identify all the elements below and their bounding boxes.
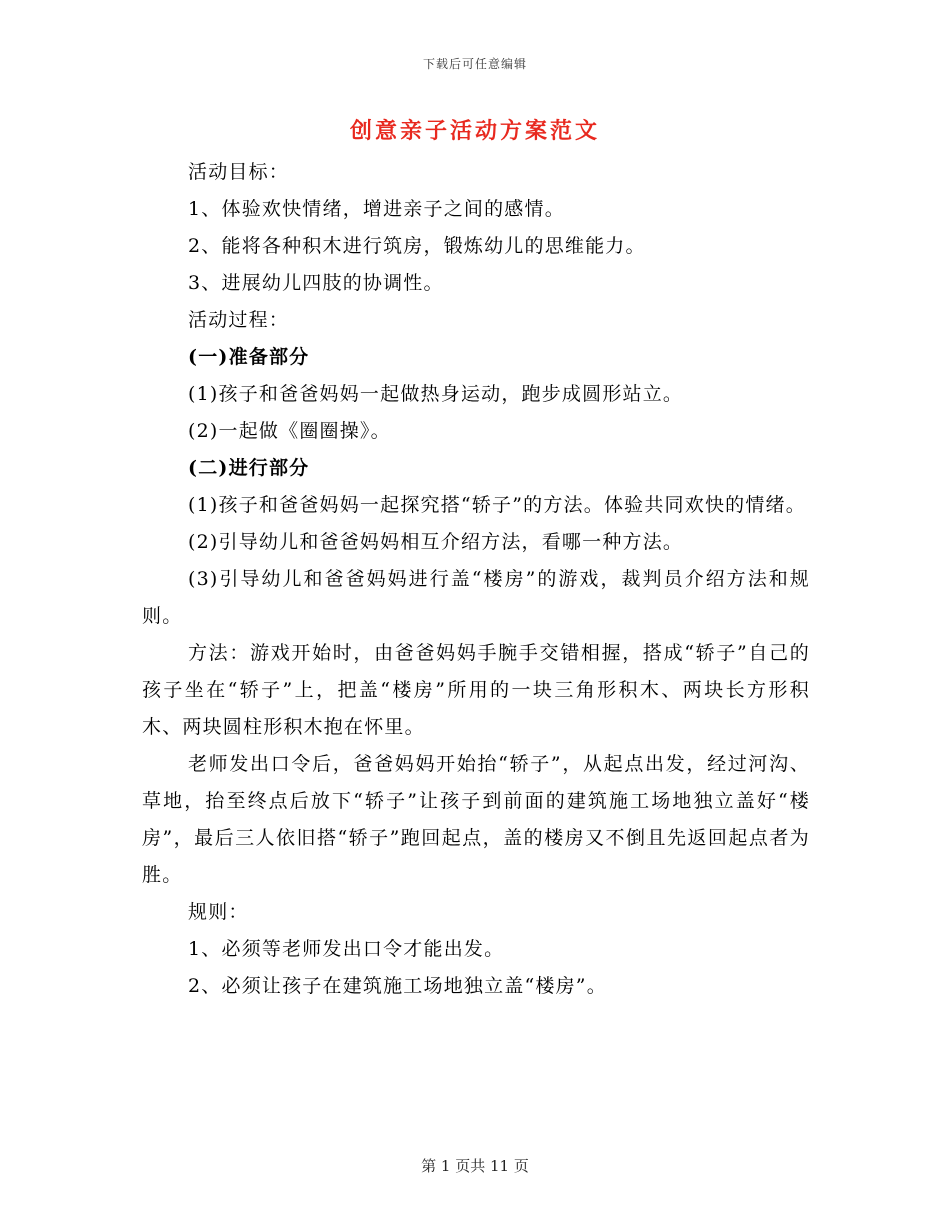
paragraph: (3)引导幼儿和爸爸妈妈进行盖“楼房”的游戏，裁判员介绍方法和规则。 [142,568,810,627]
paragraph: 2、必须让孩子在建筑施工场地独立盖“楼房”。 [188,975,607,997]
paragraph: (1)孩子和爸爸妈妈一起探究搭“轿子”的方法。体验共同欢快的情绪。 [188,494,806,516]
header-note: 下载后可任意编辑 [422,57,527,71]
paragraph: 规则： [188,901,249,923]
paragraph: (2)一起做《圈圈操》。 [188,420,391,442]
document-body [142,154,810,1005]
paragraph: (2)引导幼儿和爸爸妈妈相互介绍方法，看哪一种方法。 [188,531,684,553]
section-heading: (二)进行部分 [188,457,310,479]
paragraph: 老师发出口令后，爸爸妈妈开始抬“轿子”，从起点出发，经过河沟、草地，抬至终点后放下“轿子”让孩子到前面的建筑施工场地独立盖好“楼房”，最后三人依旧搭“轿子”跑回起点，盖的楼房又不倒且先返回起点者为胜。 [142,753,810,886]
paragraph: 活动目标： [188,161,290,183]
paragraph: 活动过程： [188,309,290,331]
paragraph: 1、体验欢快情绪，增进亲子之间的感情。 [188,198,565,220]
paragraph: 2、能将各种积木进行筑房，锻炼幼儿的思维能力。 [188,235,646,257]
paragraph: 方法：游戏开始时，由爸爸妈妈手腕手交错相握，搭成“轿子”自己的孩子坐在“轿子”上，把盖“楼房”所用的一块三角形积木、两块长方形积木、两块圆柱形积木抱在怀里。 [142,642,810,738]
document-title: 创意亲子活动方案范文 [349,118,600,144]
paragraph: 3、进展幼儿四肢的协调性。 [188,272,444,294]
page-number: 第 1 页共 11 页 [421,1157,529,1175]
paragraph: 1、必须等老师发出口令才能出发。 [188,938,505,960]
paragraph: (1)孩子和爸爸妈妈一起做热身运动，跑步成圆形站立。 [188,383,684,405]
section-heading: (一)准备部分 [188,346,310,368]
